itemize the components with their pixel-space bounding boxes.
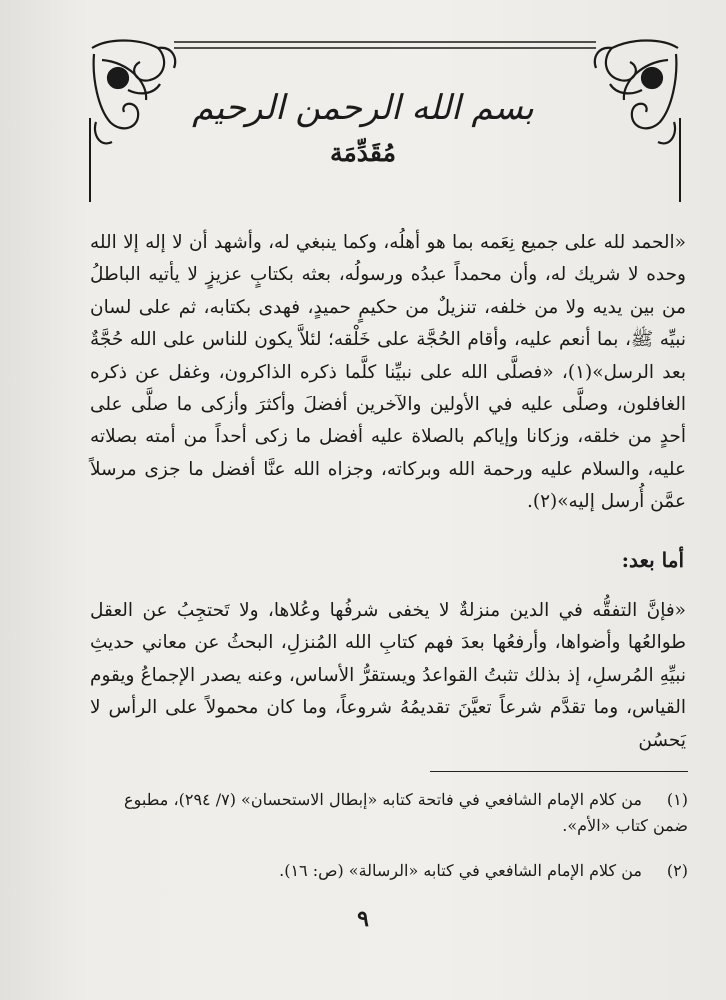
- footnote-text: من كلام الإمام الشافعي في فاتحة كتابه «إبطال الاستحسان» (٧/ ٢٩٤)، مطبوع ضمن كتاب «الأم».: [124, 790, 688, 835]
- amma-badu-heading: أما بعد:: [621, 548, 684, 572]
- footnote-2: [88, 858, 688, 884]
- footnote-number: (٢): [666, 861, 688, 880]
- footnote-1: [88, 787, 688, 839]
- basmala-calligraphy: بسم الله الرحمن الرحيم: [192, 88, 534, 128]
- page-number: ٩: [357, 906, 369, 932]
- footnote-text: من كلام الإمام الشافعي في كتابه «الرسالة» (ص: ١٦).: [279, 861, 642, 880]
- footnote-divider: [430, 771, 688, 772]
- section-title: مُقَدِّمَة: [330, 138, 396, 167]
- second-paragraph: «فإنَّ التفقُّه في الدين منزلةٌ لا يخفى شرفُها وعُلاها، ولا تَحتجِبُ عن العقل طوالعُها وأضواها، وأرفعُها بعدَ فهم كتابِ الله المُنزلِ، البحثُ عن معاني حديثِ نبيِّهِ المُرسلِ، إذ بذلك تثبتُ القواعدُ ويستقرُّ الأساس، وعنه يصدر الإجماعُ ويقوم القياس، وما تقدَّم شرعاً تعيَّنَ تقديمُهُ شروعاً، وما كان محمولاً على الرأس لا يَحسُن: [90, 600, 686, 751]
- footnote-number: (١): [666, 790, 688, 809]
- intro-paragraph: «الحمد لله على جميع نِعَمه بما هو أهلُه، وكما ينبغي له، وأشهد أن لا إله إلا الله وحده لا شريك له، وأن محمداً عبدُه ورسولُه، بعثه بكتابٍ عزيزٍ لا يأتيه الباطلُ من بين يديه ولا من خلفه، تنزيلٌ من حكيمٍ حميدٍ، فهدى بكتابه، ثم على لسان نبيِّه ﷺ، بما أنعم عليه، وأقام الحُجَّة على خَلْقه؛ لئلاَّ يكون للناس على الله حُجَّةٌ بعد الرسل»(١)، «فصلَّى الله على نبيِّنا كلَّما ذكره الذاكرون، وغفل عن ذكره الغافلون، وصلَّى عليه في الأولين والآخرين أفضلَ وأكثرَ وأزكى ما صلَّى على أحدٍ من خلقه، وزكانا وإياكم بالصلاة عليه أفضل ما زكى أحداً من أمته بصلاته عليه، والسلام عليه ورحمة الله وبركاته، وجزاه الله عنَّا أفضل ما جزى مرسلاً عمَّن أُرسل إليه»(٢).: [90, 232, 686, 513]
